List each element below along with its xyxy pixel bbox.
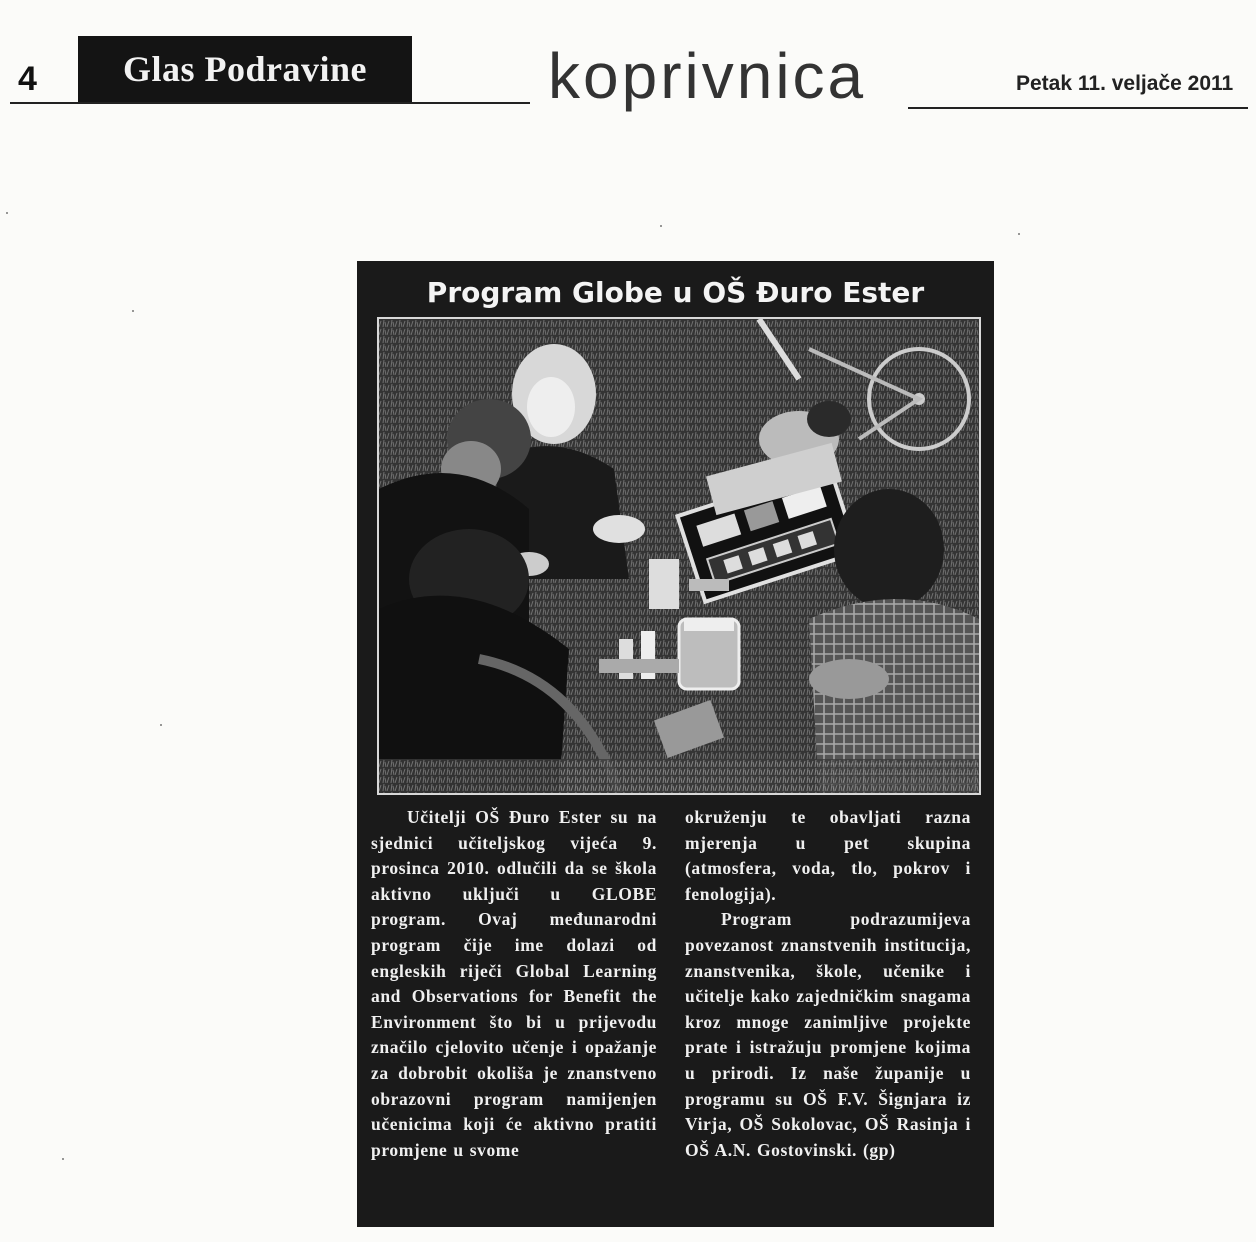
article-clipping [357, 261, 994, 1227]
photo-students-outdoors-image [379, 319, 979, 793]
article-photo [377, 317, 981, 795]
scan-speck [660, 225, 662, 227]
issue-date: Petak 11. veljače 2011 [1016, 72, 1234, 95]
header-rule-right [908, 107, 1248, 109]
article-paragraph: Program podrazumijeva povezanost znanstvenih institucija, znanstvenika, škole, učenike i učitelje kako zajedničkim snagama kroz mnoge zanimljive projekte prate i istražuju promjene kojima u prirodi. Iz naše županije u programu su OŠ F.V. Šignjara iz Virja, OŠ Sokolovac, OŠ Rasinja i OŠ A.N. Gostovinski. (gp) [685, 909, 971, 1160]
header-rule-left [10, 102, 530, 104]
article-paragraph: okruženju te obavljati razna mjerenja u pet skupina (atmosfera, voda, tlo, pokrov i fenologija). [685, 807, 971, 904]
newspaper-masthead: Glas Podravine [78, 36, 412, 102]
scan-speck [62, 1158, 64, 1160]
scan-speck [160, 724, 162, 726]
article-body [371, 805, 981, 1215]
article-column-2 [685, 805, 971, 1215]
page-number: 4 [18, 60, 37, 98]
section-title: koprivnica [548, 40, 867, 112]
scan-speck [132, 310, 134, 312]
scan-speck [1018, 233, 1020, 235]
scan-speck [6, 212, 8, 214]
article-headline: Program Globe u OŠ Đuro Ester [426, 276, 925, 309]
article-paragraph: Učitelji OŠ Đuro Ester su na sjednici učiteljskog vijeća 9. prosinca 2010. odlučili da se škola aktivno uključi u GLOBE program. Ovaj međunarodni program čije ime dolazi od engleskih riječi Global Learning and Observations for Benefit the Environment što bi u prijevodu značilo cjelovito učenje i opažanje za dobrobit okoliša je znanstveno obrazovni program namijenjen učenicima koji će aktivno pratiti promjene u svome [371, 807, 657, 1160]
article-column-1 [371, 805, 657, 1215]
